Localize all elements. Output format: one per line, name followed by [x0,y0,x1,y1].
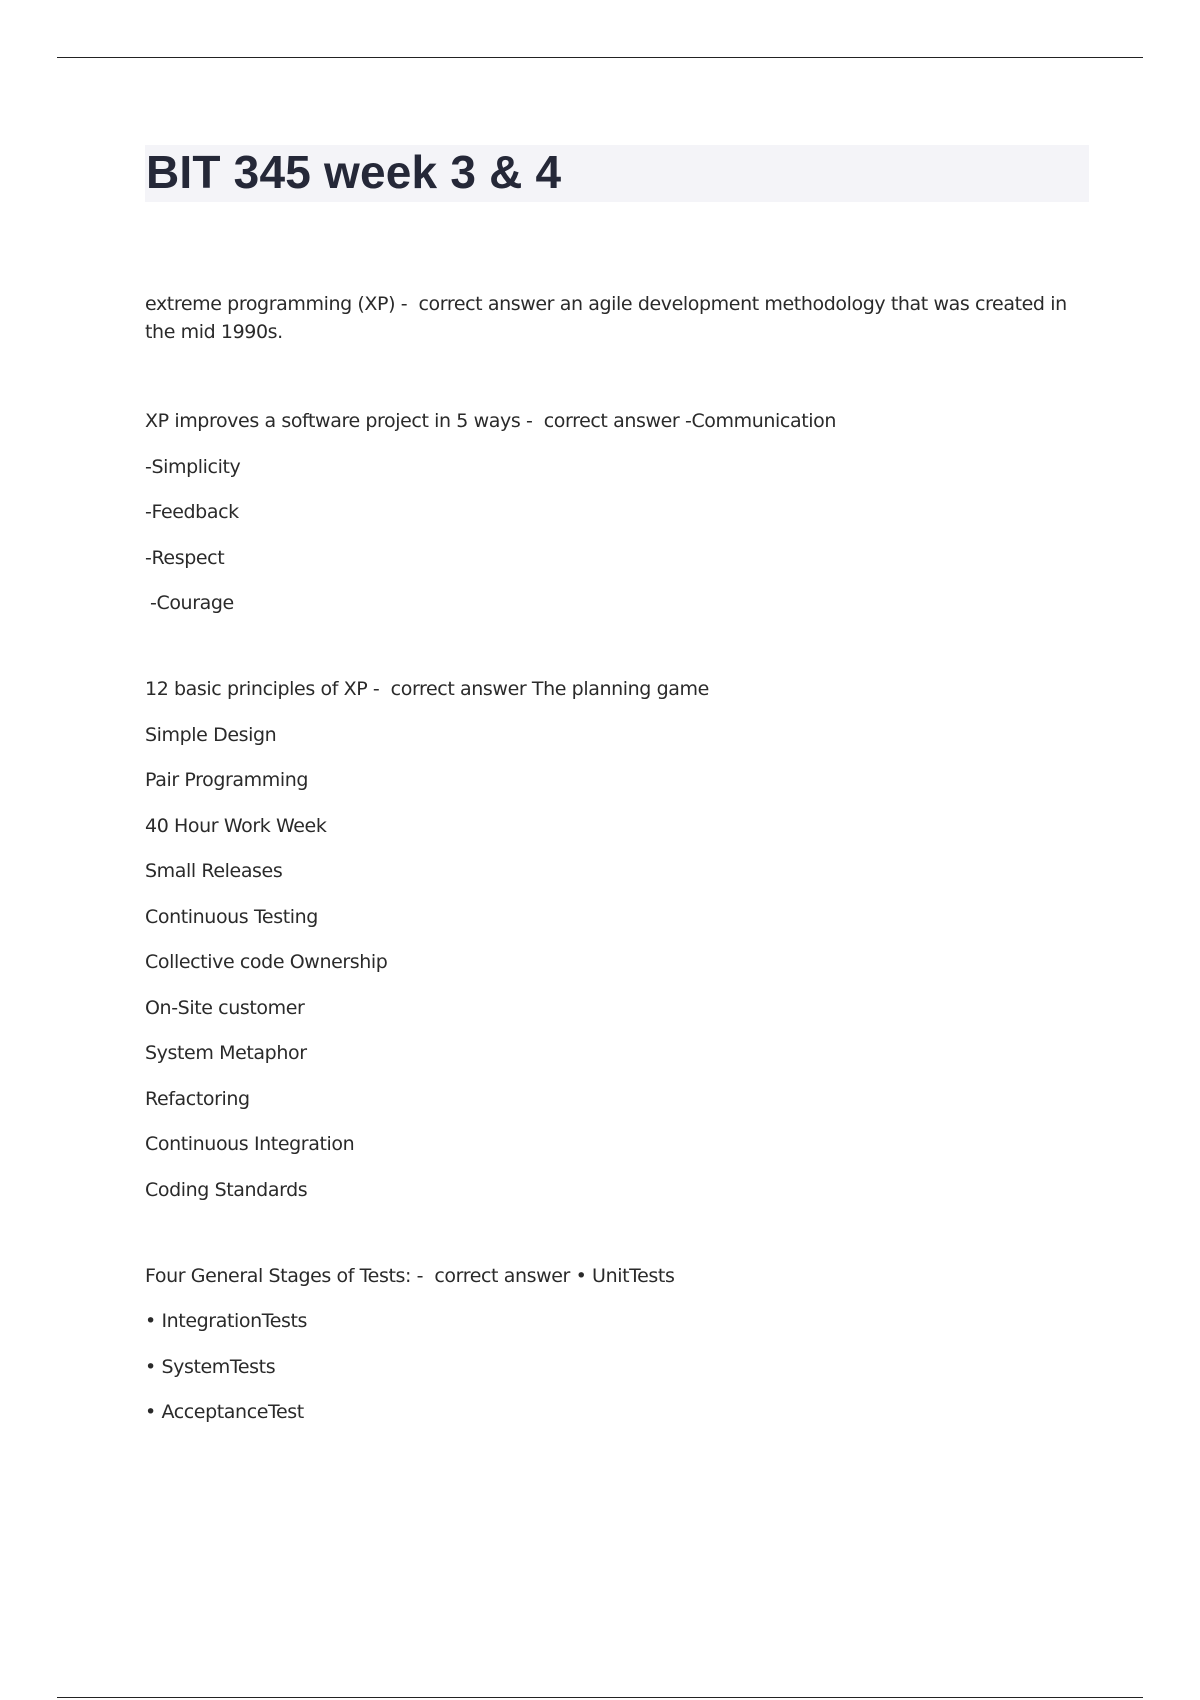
qa-answer-line: Continuous Testing [145,905,318,928]
qa-answer-line: On-Site customer [145,996,305,1019]
qa-term: 12 basic principles of XP [145,678,368,700]
qa-answer: -Communication [684,410,836,432]
qa-item [145,678,1089,1201]
qa-term: XP improves a software project in 5 ways [145,410,521,432]
qa-answer-line: Small Releases [145,860,283,882]
qa-answer-line: 40 Hour Work Week [145,814,327,837]
qa-line [145,1265,1089,1287]
qa-separator: - correct answer [520,410,685,432]
qa-answer-line: • IntegrationTests [145,1310,308,1332]
qa-answer: an agile development methodology that was created in the mid 1990s. [145,293,1067,343]
qa-paragraph [145,290,1089,346]
qa-line [145,678,1089,700]
qa-item [145,410,1089,614]
qa-answer-line: Coding Standards [145,1178,308,1201]
qa-answer-line: -Respect [145,546,225,569]
qa-line [145,410,1089,432]
page-title: BIT 345 week 3 & 4 [146,146,562,198]
qa-answer-line: -Simplicity [145,455,241,478]
top-rule [57,57,1143,58]
document-body [145,290,1089,1487]
qa-separator: - correct answer [395,293,560,315]
qa-answer-line: System Metaphor [145,1042,307,1064]
qa-answer-line: • SystemTests [145,1355,276,1378]
qa-term: Four General Stages of Tests: [145,1264,411,1287]
bottom-rule [57,1697,1143,1698]
qa-answer-line: Refactoring [145,1087,250,1110]
qa-answer: • UnitTests [575,1264,675,1287]
qa-answer-line: • AcceptanceTest [145,1401,304,1423]
qa-separator: - correct answer [367,678,532,700]
qa-answer-line: Continuous Integration [145,1133,355,1155]
qa-answer-line: -Feedback [145,501,239,523]
qa-term: extreme programming (XP) [145,293,396,315]
qa-answer-line: Simple Design [145,723,277,746]
qa-answer-line: Collective code Ownership [145,951,388,973]
qa-answer: The planning game [531,678,709,700]
qa-answer-line: Pair Programming [145,769,309,791]
qa-item [145,1265,1089,1424]
qa-separator: - correct answer [411,1264,576,1287]
qa-answer-line: -Courage [150,592,234,614]
qa-item [145,290,1089,346]
